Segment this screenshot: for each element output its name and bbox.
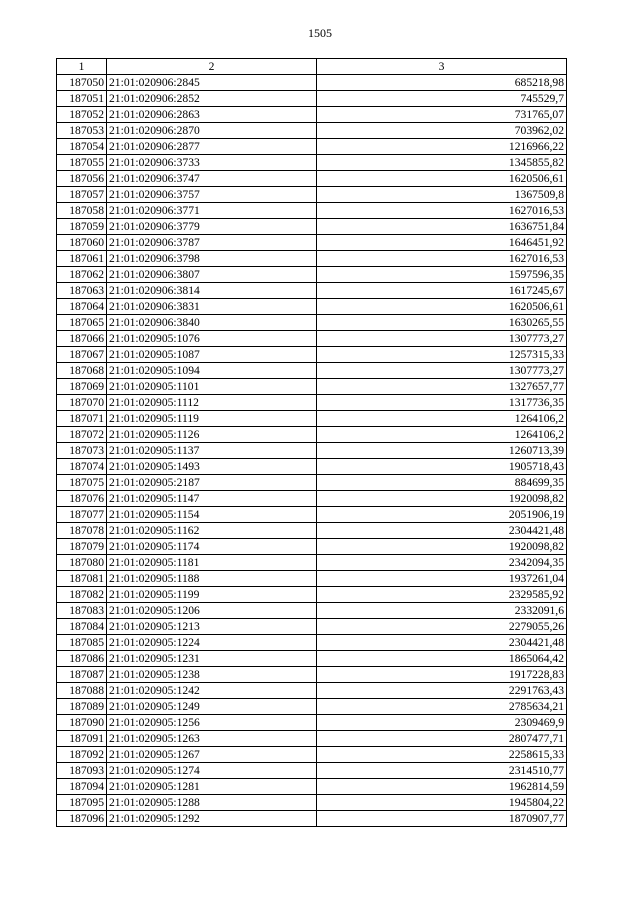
table-row [57,731,567,747]
row-number-cell: 187077 [57,507,107,523]
row-number-cell: 187074 [57,459,107,475]
value-cell: 1216966,22 [317,139,567,155]
table-row [57,203,567,219]
row-number-cell: 187084 [57,619,107,635]
value-cell: 1257315,33 [317,347,567,363]
row-number-cell: 187088 [57,683,107,699]
row-number-cell: 187063 [57,283,107,299]
value-cell: 1636751,84 [317,219,567,235]
table-row [57,395,567,411]
cadastral-number-cell: 21:01:020905:1147 [107,491,317,507]
table-row [57,667,567,683]
row-number-cell: 187055 [57,155,107,171]
table-row [57,603,567,619]
table-row [57,75,567,91]
cadastral-number-cell: 21:01:020906:3787 [107,235,317,251]
cadastral-value-table [56,58,567,827]
row-number-cell: 187080 [57,555,107,571]
row-number-cell: 187058 [57,203,107,219]
cadastral-number-cell: 21:01:020905:1213 [107,619,317,635]
cadastral-number-cell: 21:01:020905:1154 [107,507,317,523]
row-number-cell: 187086 [57,651,107,667]
value-cell: 685218,98 [317,75,567,91]
value-cell: 1646451,92 [317,235,567,251]
row-number-cell: 187093 [57,763,107,779]
table-row [57,107,567,123]
value-cell: 2314510,77 [317,763,567,779]
cadastral-number-cell: 21:01:020905:1231 [107,651,317,667]
table-row [57,363,567,379]
row-number-cell: 187059 [57,219,107,235]
value-cell: 2342094,35 [317,555,567,571]
value-cell: 884699,35 [317,475,567,491]
table-body [57,75,567,827]
table-row [57,187,567,203]
value-cell: 2332091,6 [317,603,567,619]
value-cell: 1307773,27 [317,363,567,379]
table-row [57,555,567,571]
cadastral-number-cell: 21:01:020906:2845 [107,75,317,91]
table-row [57,523,567,539]
table-row [57,795,567,811]
row-number-cell: 187096 [57,811,107,827]
table-row [57,715,567,731]
row-number-cell: 187066 [57,331,107,347]
cadastral-number-cell: 21:01:020906:3831 [107,299,317,315]
row-number-cell: 187067 [57,347,107,363]
table-row [57,155,567,171]
cadastral-number-cell: 21:01:020905:1281 [107,779,317,795]
cadastral-number-cell: 21:01:020905:1493 [107,459,317,475]
value-cell: 2309469,9 [317,715,567,731]
row-number-cell: 187073 [57,443,107,459]
row-number-cell: 187072 [57,427,107,443]
cadastral-number-cell: 21:01:020905:1199 [107,587,317,603]
table-row [57,811,567,827]
cadastral-number-cell: 21:01:020906:3771 [107,203,317,219]
value-cell: 1962814,59 [317,779,567,795]
row-number-cell: 187053 [57,123,107,139]
row-number-cell: 187061 [57,251,107,267]
row-number-cell: 187091 [57,731,107,747]
table-row [57,635,567,651]
table-row [57,491,567,507]
cadastral-number-cell: 21:01:020906:3779 [107,219,317,235]
row-number-cell: 187057 [57,187,107,203]
table-row [57,235,567,251]
value-cell: 1620506,61 [317,299,567,315]
cadastral-number-cell: 21:01:020905:1242 [107,683,317,699]
cadastral-number-cell: 21:01:020906:3840 [107,315,317,331]
row-number-cell: 187083 [57,603,107,619]
row-number-cell: 187082 [57,587,107,603]
value-cell: 1945804,22 [317,795,567,811]
cadastral-number-cell: 21:01:020906:3807 [107,267,317,283]
table-row [57,763,567,779]
cadastral-number-cell: 21:01:020905:1288 [107,795,317,811]
row-number-cell: 187076 [57,491,107,507]
table-row [57,779,567,795]
table-row [57,443,567,459]
table-row [57,299,567,315]
row-number-cell: 187078 [57,523,107,539]
table-row [57,651,567,667]
cadastral-number-cell: 21:01:020905:1076 [107,331,317,347]
table-header-row [57,59,567,75]
cadastral-number-cell: 21:01:020905:1224 [107,635,317,651]
cadastral-number-cell: 21:01:020905:1256 [107,715,317,731]
column-header-1: 1 [57,59,107,75]
value-cell: 1630265,55 [317,315,567,331]
value-cell: 2051906,19 [317,507,567,523]
value-cell: 1870907,77 [317,811,567,827]
row-number-cell: 187052 [57,107,107,123]
value-cell: 1620506,61 [317,171,567,187]
value-cell: 731765,07 [317,107,567,123]
table-row [57,475,567,491]
table-row [57,347,567,363]
row-number-cell: 187051 [57,91,107,107]
table-row [57,459,567,475]
table-row [57,411,567,427]
value-cell: 1597596,35 [317,267,567,283]
page-number: 1505 [308,26,332,40]
row-number-cell: 187060 [57,235,107,251]
cadastral-number-cell: 21:01:020905:1094 [107,363,317,379]
value-cell: 703962,02 [317,123,567,139]
value-cell: 2329585,92 [317,587,567,603]
table-row [57,267,567,283]
table-row [57,747,567,763]
table-row [57,251,567,267]
table-row [57,507,567,523]
value-cell: 1937261,04 [317,571,567,587]
cadastral-number-cell: 21:01:020906:2852 [107,91,317,107]
row-number-cell: 187065 [57,315,107,331]
cadastral-number-cell: 21:01:020905:2187 [107,475,317,491]
row-number-cell: 187069 [57,379,107,395]
value-cell: 1617245,67 [317,283,567,299]
cadastral-number-cell: 21:01:020905:1292 [107,811,317,827]
value-cell: 1345855,82 [317,155,567,171]
cadastral-number-cell: 21:01:020906:2877 [107,139,317,155]
cadastral-number-cell: 21:01:020905:1274 [107,763,317,779]
value-cell: 745529,7 [317,91,567,107]
table-row [57,139,567,155]
row-number-cell: 187054 [57,139,107,155]
cadastral-number-cell: 21:01:020906:3747 [107,171,317,187]
table-row [57,283,567,299]
row-number-cell: 187064 [57,299,107,315]
row-number-cell: 187075 [57,475,107,491]
value-cell: 2258615,33 [317,747,567,763]
cadastral-number-cell: 21:01:020905:1112 [107,395,317,411]
row-number-cell: 187062 [57,267,107,283]
table-row [57,315,567,331]
cadastral-number-cell: 21:01:020906:3814 [107,283,317,299]
row-number-cell: 187050 [57,75,107,91]
row-number-cell: 187092 [57,747,107,763]
cadastral-number-cell: 21:01:020906:3733 [107,155,317,171]
cadastral-number-cell: 21:01:020905:1101 [107,379,317,395]
row-number-cell: 187071 [57,411,107,427]
value-cell: 2304421,48 [317,635,567,651]
cadastral-number-cell: 21:01:020905:1263 [107,731,317,747]
cadastral-number-cell: 21:01:020905:1162 [107,523,317,539]
cadastral-number-cell: 21:01:020905:1181 [107,555,317,571]
value-cell: 2785634,21 [317,699,567,715]
column-header-2: 2 [107,59,317,75]
table-row [57,91,567,107]
value-cell: 1264106,2 [317,427,567,443]
table-row [57,427,567,443]
table-row [57,587,567,603]
table-row [57,699,567,715]
table-row [57,683,567,699]
table-row [57,379,567,395]
row-number-cell: 187081 [57,571,107,587]
table-row [57,123,567,139]
cadastral-number-cell: 21:01:020905:1137 [107,443,317,459]
table-row [57,571,567,587]
cadastral-number-cell: 21:01:020905:1267 [107,747,317,763]
cadastral-number-cell: 21:01:020905:1087 [107,347,317,363]
value-cell: 1920098,82 [317,491,567,507]
cadastral-number-cell: 21:01:020905:1174 [107,539,317,555]
value-cell: 1307773,27 [317,331,567,347]
row-number-cell: 187090 [57,715,107,731]
row-number-cell: 187089 [57,699,107,715]
row-number-cell: 187079 [57,539,107,555]
row-number-cell: 187095 [57,795,107,811]
cadastral-number-cell: 21:01:020905:1126 [107,427,317,443]
value-cell: 1367509,8 [317,187,567,203]
value-cell: 1317736,35 [317,395,567,411]
row-number-cell: 187087 [57,667,107,683]
column-header-3: 3 [317,59,567,75]
cadastral-number-cell: 21:01:020905:1249 [107,699,317,715]
row-number-cell: 187056 [57,171,107,187]
value-cell: 2807477,71 [317,731,567,747]
table-row [57,219,567,235]
row-number-cell: 187070 [57,395,107,411]
value-cell: 2279055,26 [317,619,567,635]
table-row [57,539,567,555]
value-cell: 2304421,48 [317,523,567,539]
cadastral-number-cell: 21:01:020906:3757 [107,187,317,203]
value-cell: 1627016,53 [317,251,567,267]
value-cell: 1917228,83 [317,667,567,683]
table-row [57,171,567,187]
row-number-cell: 187068 [57,363,107,379]
value-cell: 1865064,42 [317,651,567,667]
value-cell: 2291763,43 [317,683,567,699]
table-row [57,331,567,347]
row-number-cell: 187094 [57,779,107,795]
row-number-cell: 187085 [57,635,107,651]
cadastral-number-cell: 21:01:020906:3798 [107,251,317,267]
value-cell: 1327657,77 [317,379,567,395]
cadastral-number-cell: 21:01:020906:2863 [107,107,317,123]
cadastral-number-cell: 21:01:020905:1238 [107,667,317,683]
value-cell: 1260713,39 [317,443,567,459]
value-cell: 1264106,2 [317,411,567,427]
value-cell: 1627016,53 [317,203,567,219]
cadastral-number-cell: 21:01:020905:1119 [107,411,317,427]
cadastral-number-cell: 21:01:020905:1188 [107,571,317,587]
table-row [57,619,567,635]
cadastral-number-cell: 21:01:020906:2870 [107,123,317,139]
value-cell: 1920098,82 [317,539,567,555]
value-cell: 1905718,43 [317,459,567,475]
cadastral-number-cell: 21:01:020905:1206 [107,603,317,619]
